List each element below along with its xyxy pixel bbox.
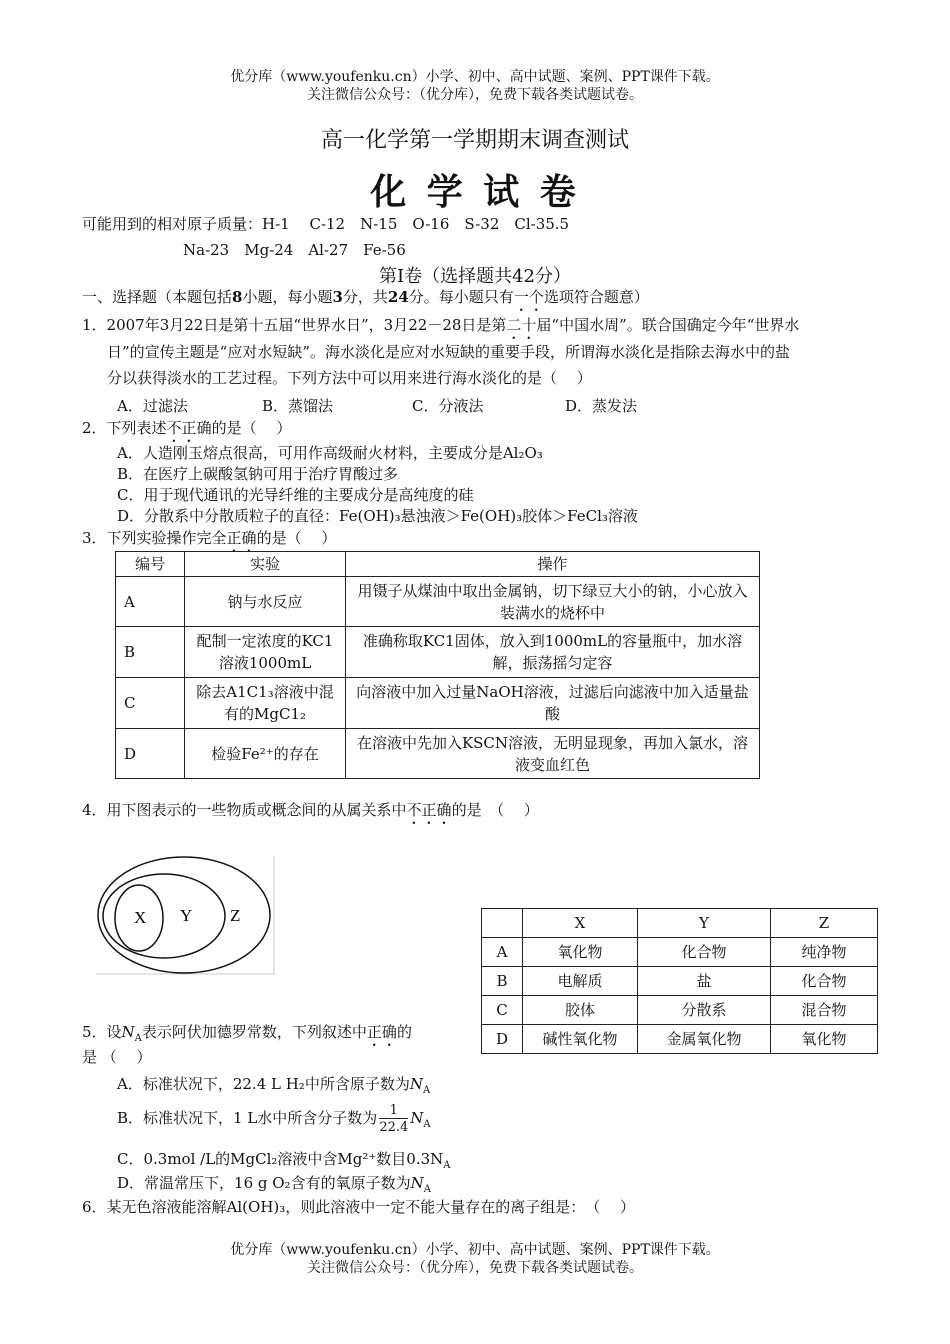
- q1-option-b: B．蒸馏法: [262, 397, 334, 415]
- exam-subtitle: 高一化学第一学期期末调查测试: [320, 128, 629, 153]
- q1-line-2: 日”的宣传主题是“应对水短缺”。海水淡化是应对水短缺的重要手段，所谓海水淡化是指除去海水中的盐: [107, 343, 791, 361]
- q2-option-c: C．用于现代通讯的光导纤维的主要成分是高纯度的硅: [117, 486, 474, 504]
- table-row: [482, 967, 878, 996]
- section-instructions: 一、选择题（本题包括8小题，每小题3分，共24分。每小题只有一个选项符合题意）: [82, 288, 649, 306]
- q1-line-3: 分以获得淡水的工艺过程。下列方法中可以用来进行海水淡化的是（ ）: [107, 369, 592, 387]
- footer-line-1: 优分库（www.youfenku.cn）小学、初中、高中试题、案例、PPT课件下载。: [230, 1242, 720, 1258]
- q3-table: [115, 551, 760, 779]
- cell: 电解质: [523, 967, 638, 996]
- q3-row-op: 向溶液中加入过量NaOH溶液，过滤后向滤液中加入适量盐酸: [346, 678, 760, 729]
- exam-title: 化 学 试 卷: [370, 172, 580, 213]
- table-row: [482, 996, 878, 1025]
- q4-header-z: Z: [771, 909, 878, 938]
- q4-header-x: X: [523, 909, 638, 938]
- atomic-mass-line-1: 可能用到的相对原子质量：H-1 C-12 N-15 O-16 S-32 Cl-35.5: [82, 215, 570, 233]
- cell: A: [482, 938, 523, 967]
- q4-stem: 4．用下图表示的一些物质或概念间的从属关系中不正确的是 （ ）: [82, 801, 539, 819]
- q5-option-c: C．0.3mol /L的MgCl₂溶液中含Mg²⁺数目$0.3N_A$: [117, 1150, 451, 1171]
- q2-stem: 2．下列表述不正确的是（ ）: [82, 419, 292, 437]
- q3-stem: 3．下列实验操作完全正确的是（ ）: [82, 529, 337, 547]
- cell: 分散系: [638, 996, 771, 1025]
- cell: 化合物: [771, 967, 878, 996]
- label-y: Y: [180, 906, 193, 925]
- q1-option-d: D．蒸发法: [565, 397, 638, 415]
- q2-option-d: D．分散系中分散质粒子的直径：Fe(OH)₃悬浊液＞Fe(OH)₃胶体＞FeCl₃溶液: [117, 507, 638, 525]
- cell: 氧化物: [771, 1025, 878, 1054]
- section-heading: 第Ⅰ卷（选择题共42分）: [378, 266, 571, 287]
- cell: D: [482, 1025, 523, 1054]
- q5-option-b: B．标准状况下，1 L水中所含分子数为 $\frac{1}{22.4}$ $N_A$: [117, 1103, 431, 1135]
- cell: 混合物: [771, 996, 878, 1025]
- header-line-2: 关注微信公众号：（优分库），免费下载各类试题试卷。: [307, 87, 643, 103]
- atomic-mass-line-2: Na-23 Mg-24 Al-27 Fe-56: [183, 241, 406, 259]
- q4-header-blank: [482, 909, 523, 938]
- cell: 氧化物: [523, 938, 638, 967]
- q3-row-op: 在溶液中先加入KSCN溶液，无明显现象，再加入氯水，溶液变血红色: [346, 729, 760, 779]
- q5-stem-line-1: 5．设$N_A$表示阿伏加德罗常数，下列叙述中正确的: [82, 1023, 412, 1044]
- label-x: X: [134, 908, 147, 927]
- q3-header-exp: 实验: [185, 552, 346, 577]
- q3-row-exp: 钠与水反应: [185, 577, 346, 627]
- footer-line-2: 关注微信公众号：（优分库），免费下载各类试题试卷。: [307, 1260, 643, 1276]
- cell: C: [482, 996, 523, 1025]
- header-line-1: 优分库（www.youfenku.cn）小学、初中、高中试题、案例、PPT课件下载。: [230, 69, 720, 85]
- q3-header-op: 操作: [346, 552, 760, 577]
- q5-stem-line-2: 是 （ ）: [82, 1048, 152, 1066]
- q3-row-id: D: [116, 729, 185, 779]
- q3-row-id: A: [116, 577, 185, 627]
- cell: 碱性氧化物: [523, 1025, 638, 1054]
- q3-row-id: B: [116, 627, 185, 678]
- q1-option-a: A．过滤法: [117, 397, 188, 415]
- venn-diagram: [94, 852, 278, 978]
- q3-row-exp: 检验Fe²⁺的存在: [185, 729, 346, 779]
- cell: 金属氧化物: [638, 1025, 771, 1054]
- q5-option-a: A．标准状况下，22.4 L H₂中所含原子数为$N_A$: [117, 1075, 431, 1096]
- table-row: [482, 1025, 878, 1054]
- cell: B: [482, 967, 523, 996]
- cell: 盐: [638, 967, 771, 996]
- ellipse-y: [103, 874, 225, 958]
- cell: 胶体: [523, 996, 638, 1025]
- fraction: $\frac{1}{22.4}$: [379, 1103, 409, 1135]
- q1-line-1: 1．2007年3月22日是第十五届“世界水日”，3月22－28日是第二十届“中国水周”。联合国确定今年“世界水: [82, 316, 800, 334]
- q3-row-id: C: [116, 678, 185, 729]
- q3-row-exp: 除去A1C1₃溶液中混有的MgC1₂: [185, 678, 346, 729]
- cell: 化合物: [638, 938, 771, 967]
- q3-header-id: 编号: [116, 552, 185, 577]
- q2-option-b: B．在医疗上碳酸氢钠可用于治疗胃酸过多: [117, 465, 399, 483]
- q2-option-a: A．人造刚玉熔点很高，可用作高级耐火材料，主要成分是Al₂O₃: [117, 444, 543, 462]
- q3-row-op: 准确称取KC1固体，放入到1000mL的容量瓶中，加水溶解，振荡摇匀定容: [346, 627, 760, 678]
- q6-stem: 6．某无色溶液能溶解Al(OH)₃，则此溶液中一定不能大量存在的离子组是： （ ）: [82, 1198, 636, 1216]
- q4-header-y: Y: [638, 909, 771, 938]
- label-z: Z: [230, 906, 241, 925]
- q1-option-c: C．分液法: [412, 397, 484, 415]
- cell: 纯净物: [771, 938, 878, 967]
- q3-row-exp: 配制一定浓度的KC1溶液1000mL: [185, 627, 346, 678]
- q4-table: [481, 908, 878, 1054]
- table-row: [482, 938, 878, 967]
- q3-row-op: 用镊子从煤油中取出金属钠，切下绿豆大小的钠，小心放入装满水的烧杯中: [346, 577, 760, 627]
- q5-option-d: D．常温常压下，16 g O₂含有的氧原子数为$N_A$: [117, 1174, 431, 1195]
